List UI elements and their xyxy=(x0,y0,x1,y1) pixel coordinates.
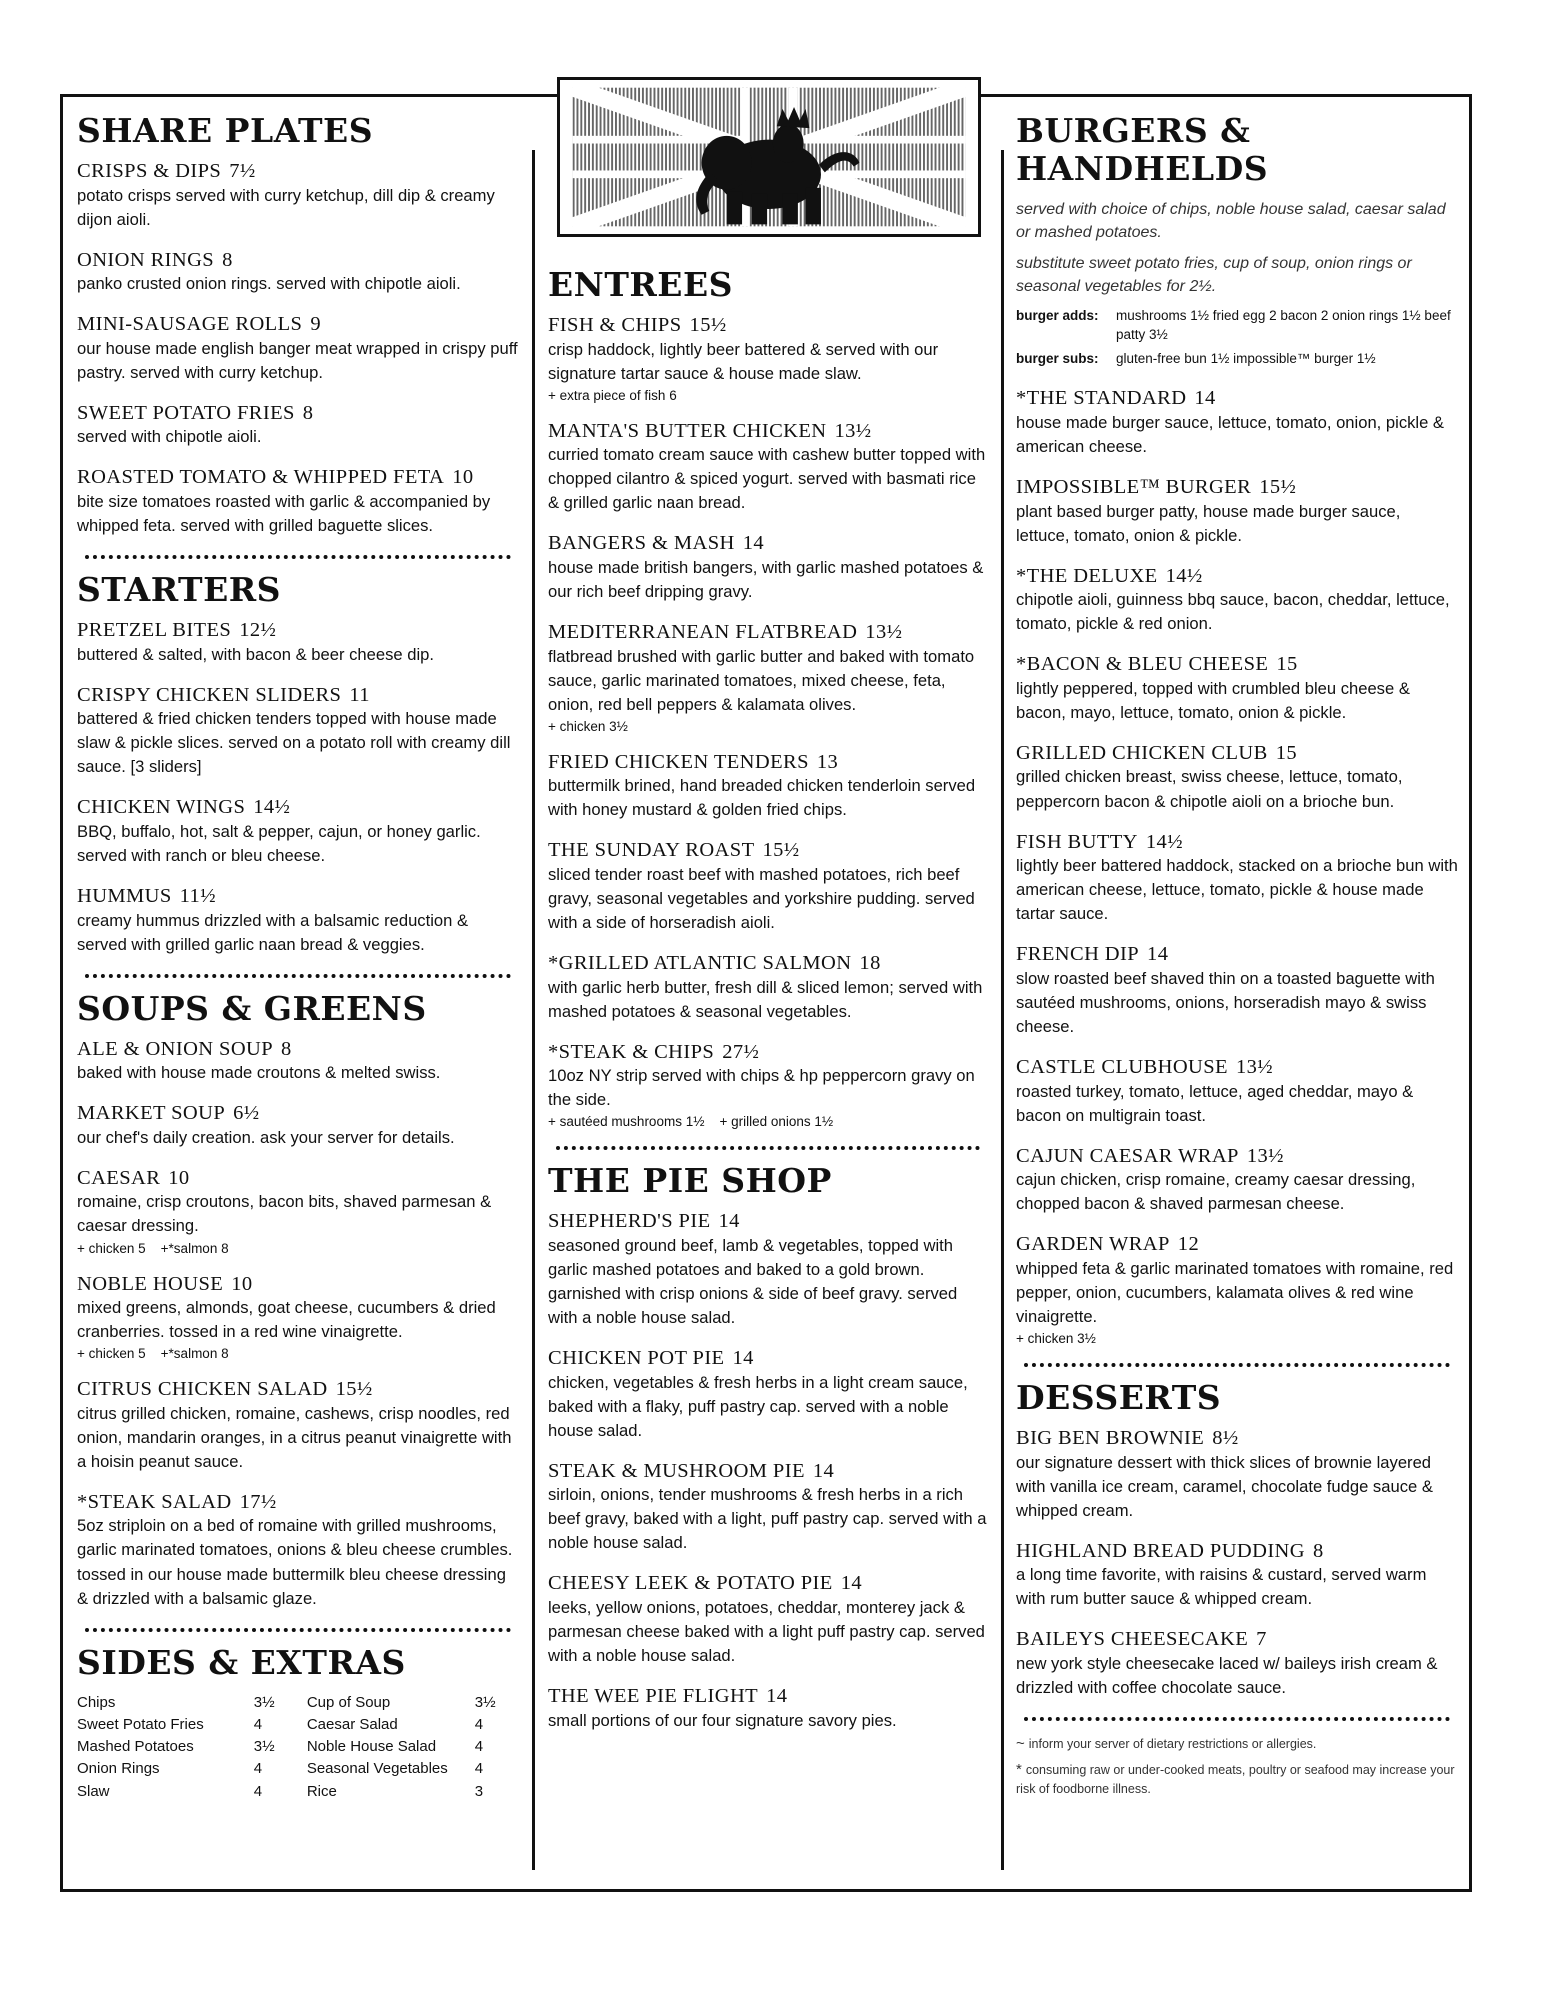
item-price: 13 xyxy=(816,750,839,773)
item-name: CAJUN CAESAR WRAP xyxy=(1016,1144,1239,1167)
item-price: 14 xyxy=(1147,943,1169,966)
item-addon: + chicken 5 +*salmon 8 xyxy=(77,1240,229,1256)
item-price: 15 xyxy=(1275,741,1298,764)
menu-item xyxy=(548,839,988,935)
desserts-list xyxy=(1016,1427,1458,1700)
item-price: 10 xyxy=(168,1166,190,1189)
item-header xyxy=(77,1102,519,1126)
item-header xyxy=(1016,565,1458,589)
item-name: BAILEYS CHEESECAKE xyxy=(1016,1628,1249,1651)
item-name: MARKET SOUP xyxy=(77,1102,226,1125)
item-header xyxy=(77,1378,519,1402)
menu-item xyxy=(77,1167,519,1256)
item-price: 14½ xyxy=(253,796,291,819)
item-description: curried tomato cream sauce with cashew butter topped with chopped cilantro & spiced yogurt. served with basmati rice & grilled garlic naan bread. xyxy=(548,445,986,513)
item-name: CASTLE CLUBHOUSE xyxy=(1016,1055,1228,1078)
menu-item xyxy=(1016,565,1458,637)
item-price: 13½ xyxy=(865,620,903,643)
item-description: house made british bangers, with garlic mashed potatoes & our rich beef dripping gravy. xyxy=(548,557,984,601)
item-name: GRILLED CHICKEN CLUB xyxy=(1016,741,1268,764)
item-name: GARDEN WRAP xyxy=(1016,1233,1170,1256)
item-header xyxy=(548,532,988,556)
menu-item xyxy=(548,1210,988,1330)
item-price: 14 xyxy=(732,1347,754,1370)
item-price: 15½ xyxy=(1259,475,1297,498)
burger-adds xyxy=(1016,307,1458,345)
item-header xyxy=(548,1210,988,1234)
item-header xyxy=(548,1041,988,1065)
item-price: 18 xyxy=(859,952,881,975)
menu-item xyxy=(548,751,988,823)
burgers-note-sides: served with choice of chips, noble house salad, caesar salad or mashed potatoes. xyxy=(1016,200,1446,242)
item-price: 14 xyxy=(812,1459,835,1482)
menu-item xyxy=(1016,742,1458,814)
menu-item xyxy=(77,1491,519,1611)
item-header xyxy=(77,402,519,426)
item-price: 15½ xyxy=(335,1378,373,1401)
item-price: 8 xyxy=(281,1037,292,1060)
item-price: 13½ xyxy=(834,419,872,442)
item-description: our signature dessert with thick slices of brownie layered with vanilla ice cream, caramel, chocolate fudge sauce & whipped cream. xyxy=(1016,1452,1433,1520)
sides-title: SIDES & EXTRAS xyxy=(77,1642,406,1682)
item-header xyxy=(1016,1540,1458,1564)
item-description: panko crusted onion rings. served with chipotle aioli. xyxy=(77,274,461,294)
menu-item xyxy=(548,1572,988,1668)
footnote xyxy=(1016,1733,1458,1755)
item-price: 6½ xyxy=(233,1102,260,1125)
soups-greens-title: SOUPS & GREENS xyxy=(77,988,427,1028)
menu-item xyxy=(1016,1628,1458,1700)
item-header xyxy=(77,684,519,708)
item-name: ALE & ONION SOUP xyxy=(77,1037,274,1060)
menu-item xyxy=(1016,476,1458,548)
footnote xyxy=(1016,1759,1458,1799)
item-header xyxy=(1016,1628,1458,1652)
item-price: 14 xyxy=(766,1685,788,1708)
section-divider xyxy=(85,1628,511,1632)
entrees-list xyxy=(548,314,988,1129)
menu-item xyxy=(77,1378,519,1474)
pie-shop-title: THE PIE SHOP xyxy=(548,1161,832,1201)
item-header xyxy=(77,885,519,909)
footnote-text: consuming raw or under-cooked meats, poultry or seafood may increase your risk of foodborne illness. xyxy=(1016,1762,1455,1797)
item-description: creamy hummus drizzled with a balsamic reduction & served with grilled garlic naan bread & veggies. xyxy=(77,910,469,954)
item-price: 14 xyxy=(840,1572,863,1595)
burgers-note-substitute: substitute sweet potato fries, cup of soup, onion rings or seasonal vegetables for 2½. xyxy=(1016,255,1412,296)
section-divider xyxy=(1024,1363,1450,1367)
item-name: CAESAR xyxy=(77,1166,161,1189)
footnotes xyxy=(1016,1733,1458,1799)
section-divider xyxy=(85,974,511,978)
item-price: 14 xyxy=(1194,387,1216,410)
menu-item xyxy=(1016,943,1458,1039)
item-description: cajun chicken, crisp romaine, creamy caesar dressing, chopped bacon & shaved parmesan cheese. xyxy=(1016,1170,1416,1214)
item-name: MINI-SAUSAGE ROLLS xyxy=(77,313,303,336)
side-price: 4 xyxy=(253,1782,263,1800)
column-center xyxy=(548,266,988,1750)
item-description: sirloin, onions, tender mushrooms & fresh herbs in a rich beef gravy, baked with a light, puff pastry cap. served with a noble house salad. xyxy=(548,1485,987,1553)
item-price: 8 xyxy=(302,401,314,424)
item-price: 10 xyxy=(231,1272,253,1295)
item-description: chicken, vegetables & fresh herbs in a light cream sauce, baked with a flaky, puff pastry cap. served with a noble house salad. xyxy=(548,1372,968,1440)
item-header xyxy=(77,160,519,184)
item-name: ONION RINGS xyxy=(77,248,215,271)
item-name: STEAK & MUSHROOM PIE xyxy=(548,1459,805,1482)
item-price: 15½ xyxy=(762,839,800,862)
sides-row xyxy=(77,1758,519,1780)
starters-title: STARTERS xyxy=(77,570,281,610)
item-name: IMPOSSIBLE™ BURGER xyxy=(1016,475,1252,498)
item-price: 11 xyxy=(349,683,370,706)
item-addon: + chicken 3½ xyxy=(1016,1331,1096,1346)
item-description: lightly peppered, topped with crumbled bleu cheese & bacon, mayo, lettuce, tomato, onion & pickle. xyxy=(1016,678,1410,722)
menu-item xyxy=(77,160,519,232)
item-name: *GRILLED ATLANTIC SALMON xyxy=(548,952,852,975)
item-price: 13½ xyxy=(1246,1144,1284,1167)
item-header xyxy=(77,1491,519,1515)
item-header xyxy=(548,1460,988,1484)
side-price: 4 xyxy=(253,1715,263,1733)
item-description: 5oz striploin on a bed of romaine with grilled mushrooms, garlic marinated tomatoes, onions & bleu cheese crumbles. tossed in our house made buttermilk bleu cheese dressing & drizzled with a balsamic glaze. xyxy=(77,1516,513,1608)
item-header xyxy=(1016,943,1458,967)
item-header xyxy=(77,249,519,273)
item-name: SWEET POTATO FRIES xyxy=(77,401,295,424)
item-price: 14 xyxy=(718,1210,740,1233)
menu-item xyxy=(77,1038,519,1086)
menu-item xyxy=(1016,653,1458,725)
item-name: *THE STANDARD xyxy=(1016,387,1187,410)
item-header xyxy=(1016,742,1458,766)
sides-row xyxy=(77,1736,519,1758)
item-description: lightly beer battered haddock, stacked on a brioche bun with american cheese, lettuce, tomato, pickle & house made tartar sauce. xyxy=(1016,856,1458,924)
item-price: 12 xyxy=(1177,1233,1200,1256)
item-addon: + chicken 3½ xyxy=(548,718,628,734)
side-price: 3½ xyxy=(253,1738,275,1756)
item-name: SHEPHERD'S PIE xyxy=(548,1210,711,1233)
item-price: 27½ xyxy=(722,1040,760,1063)
side-name: Chips xyxy=(77,1693,116,1711)
menu-item xyxy=(548,621,988,734)
side-price: 3½ xyxy=(474,1693,496,1711)
item-name: THE SUNDAY ROAST xyxy=(548,839,755,862)
menu-item xyxy=(77,402,519,450)
side-name: Onion Rings xyxy=(77,1760,160,1778)
column-right xyxy=(1016,112,1458,1799)
item-header xyxy=(1016,653,1458,677)
item-addon: + chicken 5 +*salmon 8 xyxy=(77,1346,229,1362)
item-name: CHEESY LEEK & POTATO PIE xyxy=(548,1572,833,1595)
footnote-mark: ~ xyxy=(1016,1734,1025,1752)
item-description: slow roasted beef shaved thin on a toasted baguette with sautéed mushrooms, onions, horseradish mayo & swiss cheese. xyxy=(1016,968,1435,1036)
item-price: 7 xyxy=(1256,1628,1267,1651)
column-divider-left xyxy=(532,150,535,1870)
item-description: with garlic herb butter, fresh dill & sliced lemon; served with mashed potatoes & seasonal vegetables. xyxy=(548,977,983,1021)
item-header xyxy=(77,1273,519,1297)
menu-item xyxy=(548,1460,988,1556)
item-description: baked with house made croutons & melted swiss. xyxy=(77,1063,441,1083)
item-price: 15½ xyxy=(689,313,727,336)
side-name: Slaw xyxy=(77,1782,110,1800)
item-header xyxy=(1016,831,1458,855)
menu-item xyxy=(548,420,988,516)
item-description: BBQ, buffalo, hot, salt & pepper, cajun, or honey garlic. served with ranch or bleu cheese. xyxy=(77,821,481,865)
side-name: Sweet Potato Fries xyxy=(77,1715,204,1733)
menu-item xyxy=(1016,1540,1458,1612)
side-name: Mashed Potatoes xyxy=(77,1738,194,1756)
item-description: served with chipotle aioli. xyxy=(77,427,262,447)
item-description: a long time favorite, with raisins & custard, served warm with rum butter sauce & whipped cream. xyxy=(1016,1565,1427,1609)
item-header xyxy=(1016,1145,1458,1169)
item-header xyxy=(548,952,988,976)
item-price: 8 xyxy=(1312,1539,1324,1562)
item-description: house made burger sauce, lettuce, tomato, onion, pickle & american cheese. xyxy=(1016,412,1445,456)
item-description: new york style cheesecake laced w/ baileys irish cream & drizzled with coffee chocolate sauce. xyxy=(1016,1653,1438,1697)
item-name: BANGERS & MASH xyxy=(548,532,735,555)
item-addon: + extra piece of fish 6 xyxy=(548,387,677,403)
burger-subs-label: burger subs: xyxy=(1016,351,1099,367)
item-header xyxy=(1016,1056,1458,1080)
item-description: citrus grilled chicken, romaine, cashews, crisp noodles, red onion, mandarin oranges, in a citrus peanut vinaigrette with a hoisin peanut sauce. xyxy=(77,1403,512,1471)
item-price: 13½ xyxy=(1235,1055,1274,1078)
item-name: PRETZEL BITES xyxy=(77,619,232,642)
menu-item xyxy=(77,684,519,780)
side-price: 4 xyxy=(474,1715,484,1733)
logo xyxy=(557,77,981,237)
item-name: THE WEE PIE FLIGHT xyxy=(548,1685,759,1708)
burger-subs-value: gluten-free bun 1½ impossible™ burger 1½ xyxy=(1116,351,1376,367)
item-name: FISH & CHIPS xyxy=(548,313,682,336)
menu-item xyxy=(548,1041,988,1130)
menu-item xyxy=(548,952,988,1024)
item-price: 7½ xyxy=(229,159,256,182)
menu-item xyxy=(1016,1056,1458,1128)
menu-item xyxy=(548,532,988,604)
item-addon: + sautéed mushrooms 1½ + grilled onions 1½ xyxy=(548,1114,834,1130)
starters-list xyxy=(77,619,519,957)
item-price: 8½ xyxy=(1212,1426,1239,1449)
item-price: 8 xyxy=(222,248,233,271)
item-name: *BACON & BLEU CHEESE xyxy=(1016,653,1269,676)
item-header xyxy=(548,839,988,863)
item-description: potato crisps served with curry ketchup, dill dip & creamy dijon aioli. xyxy=(77,185,495,229)
burgers-title: BURGERS & HANDHELDS xyxy=(1016,111,1269,188)
sides-table xyxy=(77,1692,519,1803)
menu-item xyxy=(77,249,519,297)
item-description: 10oz NY strip served with chips & hp peppercorn gravy on the side. xyxy=(548,1066,975,1110)
item-header xyxy=(548,1685,988,1709)
item-name: *STEAK & CHIPS xyxy=(548,1040,715,1063)
item-description: seasoned ground beef, lamb & vegetables, topped with garlic mashed potatoes and baked to a gold brown. garnished with crisp onions & side of beef gravy. served with a noble house salad. xyxy=(548,1235,958,1327)
item-name: FISH BUTTY xyxy=(1016,830,1138,853)
menu-item xyxy=(77,796,519,868)
side-price: 4 xyxy=(253,1760,263,1778)
sides-row xyxy=(77,1692,519,1714)
item-header xyxy=(548,621,988,645)
item-price: 14½ xyxy=(1165,564,1203,587)
item-header xyxy=(548,420,988,444)
item-header xyxy=(77,313,519,337)
menu-item xyxy=(1016,387,1458,459)
item-description: roasted turkey, tomato, lettuce, aged cheddar, mayo & bacon on multigrain toast. xyxy=(1016,1081,1414,1125)
menu-item xyxy=(77,1102,519,1150)
menu-item xyxy=(1016,1145,1458,1217)
menu-item xyxy=(548,1347,988,1443)
side-name: Rice xyxy=(306,1782,337,1800)
item-name: CRISPY CHICKEN SLIDERS xyxy=(77,683,342,706)
item-description: small portions of our four signature savory pies. xyxy=(548,1710,897,1730)
share-plates-list xyxy=(77,160,519,538)
menu-item xyxy=(77,1273,519,1362)
item-header xyxy=(1016,1233,1458,1257)
section-divider xyxy=(556,1146,980,1150)
item-header xyxy=(548,1347,988,1371)
item-header xyxy=(548,751,988,775)
side-price: 3 xyxy=(474,1782,484,1800)
footnote-mark: * xyxy=(1016,1760,1022,1778)
menu-item xyxy=(77,466,519,538)
side-name: Caesar Salad xyxy=(306,1715,398,1733)
item-name: MEDITERRANEAN FLATBREAD xyxy=(548,620,858,643)
soups-greens-list xyxy=(77,1038,519,1611)
menu-item xyxy=(77,313,519,385)
item-name: CHICKEN WINGS xyxy=(77,796,246,819)
item-description: battered & fried chicken tenders topped with house made slaw & pickle slices. served on a potato roll with creamy dill sauce. [3 sliders] xyxy=(77,709,511,777)
item-name: CITRUS CHICKEN SALAD xyxy=(77,1378,328,1401)
menu-item xyxy=(77,885,519,957)
item-name: CHICKEN POT PIE xyxy=(548,1347,725,1370)
section-divider xyxy=(1024,1717,1450,1721)
side-price: 3½ xyxy=(253,1693,275,1711)
item-name: HIGHLAND BREAD PUDDING xyxy=(1016,1539,1305,1562)
menu-item xyxy=(77,619,519,667)
side-name: Cup of Soup xyxy=(306,1693,391,1711)
column-left xyxy=(77,112,519,1803)
entrees-title: ENTREES xyxy=(548,265,733,304)
item-price: 14 xyxy=(742,532,765,555)
item-price: 17½ xyxy=(239,1490,277,1513)
side-name: Noble House Salad xyxy=(306,1738,437,1756)
column-divider-right xyxy=(1001,150,1004,1870)
item-description: sliced tender roast beef with mashed potatoes, rich beef gravy, seasonal vegetables and yorkshire pudding. served with a side of horseradish aioli. xyxy=(548,864,975,932)
item-description: romaine, crisp croutons, bacon bits, shaved parmesan & caesar dressing. xyxy=(77,1192,492,1236)
item-description: plant based burger patty, house made burger sauce, lettuce, tomato, onion & pickle. xyxy=(1016,501,1401,545)
footnote-text: inform your server of dietary restrictions or allergies. xyxy=(1028,1736,1317,1751)
desserts-title: DESSERTS xyxy=(1016,1378,1222,1417)
item-header xyxy=(1016,387,1458,411)
section-divider xyxy=(85,555,511,559)
item-description: buttered & salted, with bacon & beer cheese dip. xyxy=(77,644,434,664)
item-name: *STEAK SALAD xyxy=(77,1490,232,1513)
menu-item xyxy=(1016,831,1458,927)
item-header xyxy=(1016,1427,1458,1451)
burgers-list xyxy=(1016,387,1458,1346)
item-header xyxy=(548,314,988,338)
item-price: 14½ xyxy=(1145,830,1183,853)
item-header xyxy=(77,466,519,490)
item-name: FRENCH DIP xyxy=(1016,943,1140,966)
sides-row xyxy=(77,1714,519,1736)
item-name: CRISPS & DIPS xyxy=(77,159,222,182)
item-header xyxy=(77,796,519,820)
burger-subs xyxy=(1016,350,1458,369)
item-description: grilled chicken breast, swiss cheese, lettuce, tomato, peppercorn bacon & chipotle aioli on a brioche bun. xyxy=(1016,767,1403,811)
share-plates-title: SHARE PLATES xyxy=(77,111,374,150)
item-name: *THE DELUXE xyxy=(1016,564,1158,587)
sides-row xyxy=(77,1781,519,1803)
item-header xyxy=(77,1038,519,1062)
item-header xyxy=(1016,476,1458,500)
pie-shop-list xyxy=(548,1210,988,1732)
item-description: our chef's daily creation. ask your server for details. xyxy=(77,1127,455,1147)
elephant-logo-icon xyxy=(560,80,978,234)
burger-adds-value: mushrooms 1½ fried egg 2 bacon 2 onion rings 1½ beef patty 3½ xyxy=(1116,307,1451,342)
menu-item xyxy=(1016,1427,1458,1523)
menu-item xyxy=(548,1685,988,1733)
item-price: 12½ xyxy=(239,619,277,642)
burger-adds-label: burger adds: xyxy=(1016,307,1099,323)
item-price: 9 xyxy=(310,313,321,336)
item-name: FRIED CHICKEN TENDERS xyxy=(548,750,809,773)
item-description: flatbread brushed with garlic butter and baked with tomato sauce, garlic marinated tomatoes, mixed cheese, feta, onion, red bell peppers & kalamata olives. xyxy=(548,646,975,714)
item-name: NOBLE HOUSE xyxy=(77,1272,224,1295)
menu-item xyxy=(548,314,988,403)
item-description: mixed greens, almonds, goat cheese, cucumbers & dried cranberries. tossed in a red wine vinaigrette. xyxy=(77,1298,496,1342)
item-description: chipotle aioli, guinness bbq sauce, bacon, cheddar, lettuce, tomato, pickle & red onion. xyxy=(1016,590,1450,634)
item-description: whipped feta & garlic marinated tomatoes with romaine, red pepper, onion, cucumbers, kalamata olives & red wine vinaigrette. xyxy=(1016,1258,1454,1326)
item-name: MANTA'S BUTTER CHICKEN xyxy=(548,419,827,442)
item-description: crisp haddock, lightly beer battered & served with our signature tartar sauce & house made slaw. xyxy=(548,339,939,383)
item-header xyxy=(77,1167,519,1191)
item-name: BIG BEN BROWNIE xyxy=(1016,1426,1205,1449)
item-name: HUMMUS xyxy=(77,885,172,908)
item-price: 15 xyxy=(1276,653,1298,676)
item-header xyxy=(77,619,519,643)
item-description: buttermilk brined, hand breaded chicken tenderloin served with honey mustard & golden fried chips. xyxy=(548,776,976,820)
item-price: 11½ xyxy=(179,885,216,908)
item-price: 10 xyxy=(452,466,474,489)
item-description: bite size tomatoes roasted with garlic & accompanied by whipped feta. served with grilled baguette slices. xyxy=(77,492,491,536)
item-name: ROASTED TOMATO & WHIPPED FETA xyxy=(77,466,445,489)
side-name: Seasonal Vegetables xyxy=(306,1760,448,1778)
item-header xyxy=(548,1572,988,1596)
item-description: leeks, yellow onions, potatoes, cheddar, monterey jack & parmesan cheese baked with a light puff pastry cap. served with a noble house salad. xyxy=(548,1597,985,1666)
side-price: 4 xyxy=(474,1738,484,1756)
side-price: 4 xyxy=(474,1760,484,1778)
item-description: our house made english banger meat wrapped in crispy puff pastry. served with curry ketchup. xyxy=(77,338,518,382)
menu-item xyxy=(1016,1233,1458,1346)
